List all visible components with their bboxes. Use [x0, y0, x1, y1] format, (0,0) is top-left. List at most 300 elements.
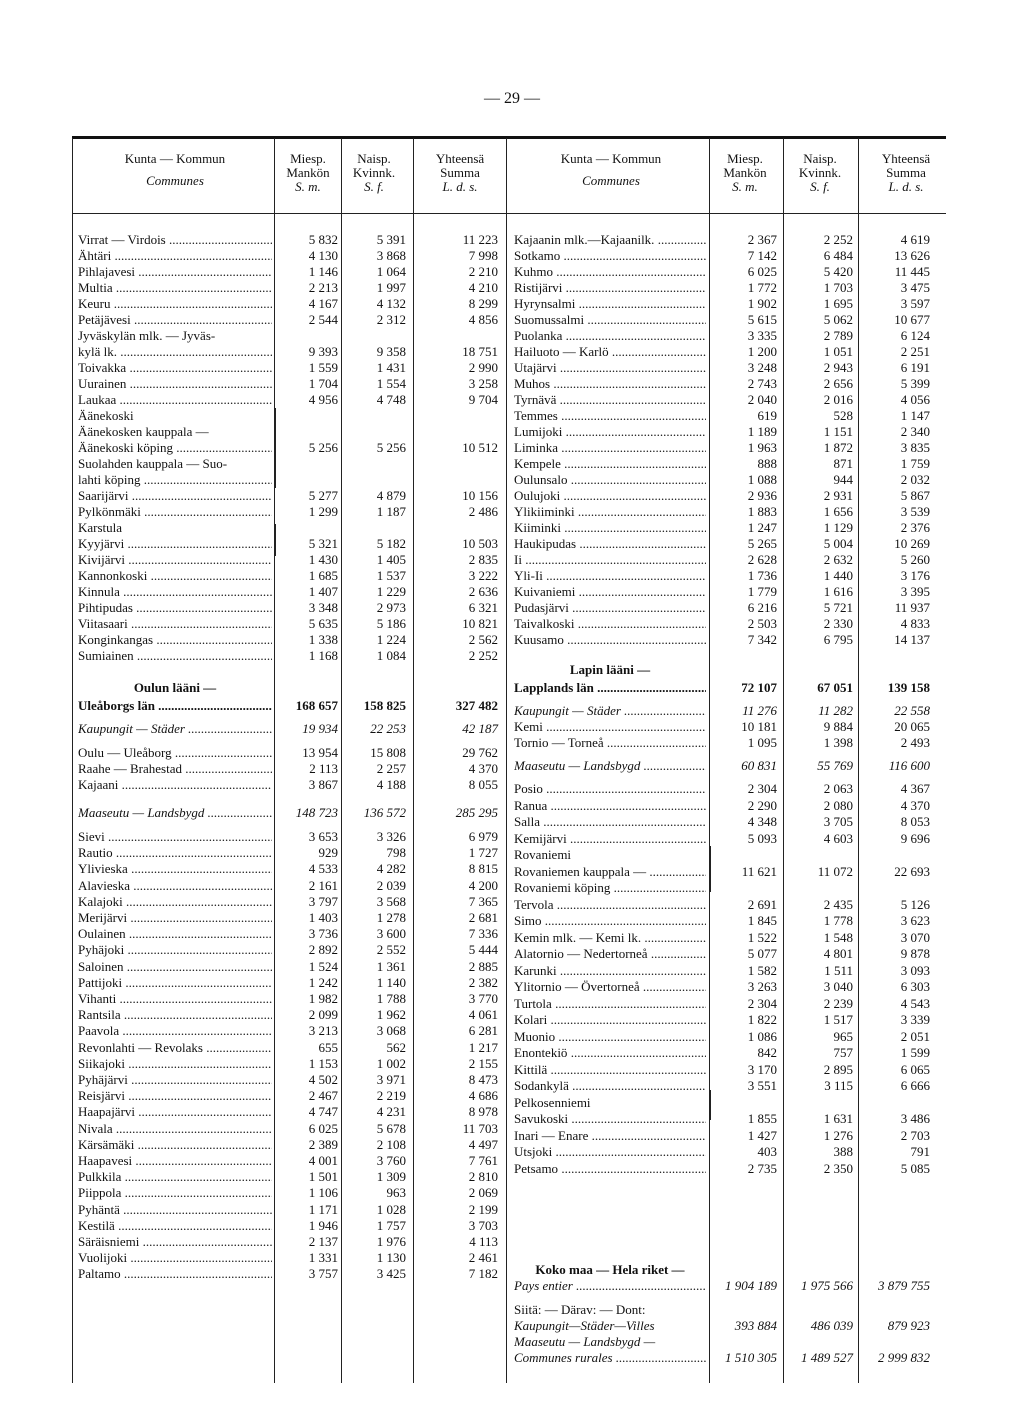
table-row: [0, 552, 1024, 568]
total-value: 4 061: [468, 1007, 498, 1023]
males-value: 1 200: [747, 344, 777, 359]
total-value: 8 473: [468, 1072, 498, 1087]
commune-name: Pattijoki .....: [78, 975, 272, 991]
total-value: 2 251: [900, 344, 930, 359]
males-value: 2 892: [308, 942, 338, 958]
females-value: 3 040: [823, 979, 853, 994]
females-value: 2 063: [823, 781, 853, 796]
commune-name: Yli-Ii .....: [514, 568, 706, 584]
total-value: 327 482: [455, 698, 498, 713]
males-value: 1 407: [308, 584, 338, 599]
table-row: [0, 1278, 1024, 1294]
females-value: 2 931: [823, 488, 853, 503]
females-value: 9 358: [376, 344, 406, 359]
commune-name: Pays entier .....: [514, 1278, 706, 1294]
table-row: [0, 1144, 1024, 1160]
total-value: 1 147: [900, 408, 930, 423]
males-value: 60 831: [741, 758, 777, 773]
commune-name: Rovaniemi: [514, 847, 572, 862]
females-value: 1 695: [823, 296, 853, 311]
table-row: [0, 996, 1024, 1012]
females-value: 1 872: [823, 440, 853, 455]
table-row: [0, 440, 1024, 456]
total-value: 14 137: [894, 632, 930, 647]
males-value: 2 389: [308, 1136, 338, 1152]
total-value: 6 124: [900, 328, 930, 343]
table-row: [0, 472, 1024, 488]
females-value: 5 420: [823, 264, 853, 279]
total-value: 7 182: [468, 1266, 498, 1282]
females-value: 1 229: [376, 584, 406, 599]
males-value: 5 615: [747, 312, 777, 327]
commune-name: Lumijoki .....: [514, 424, 706, 440]
header-miesp-right: Miesp. Mankön S. m.: [723, 151, 767, 194]
table-row: [0, 735, 1024, 751]
commune-name: Pylkönmäki .....: [78, 504, 272, 520]
commune-name: Piippola .....: [78, 1185, 272, 1201]
total-value: 4 367: [900, 781, 930, 796]
females-value: 1 975 566: [801, 1278, 853, 1293]
females-value: 55 769: [817, 758, 853, 773]
total-value: 6 321: [468, 600, 498, 615]
males-value: 2 113: [309, 761, 338, 776]
males-value: 5 093: [747, 830, 777, 846]
males-value: 4 533: [308, 861, 338, 877]
total-value: 6 281: [468, 1023, 498, 1039]
table-row: [0, 963, 1024, 979]
table-row: [0, 648, 1024, 664]
table-row: [0, 1350, 1024, 1366]
commune-name: Sotkamo .....: [514, 248, 706, 264]
males-value: 3 653: [308, 829, 338, 844]
commune-name: Hailuoto — Karlö .....: [514, 344, 706, 360]
total-value: 8 053: [900, 814, 930, 829]
males-value: 888: [757, 456, 777, 471]
females-value: 3 600: [376, 926, 406, 942]
males-value: 1 522: [747, 929, 777, 945]
males-value: 9 393: [308, 344, 338, 359]
total-value: 3 486: [900, 1111, 930, 1126]
total-value: 3 539: [900, 504, 930, 519]
header-yht-right: Yhteensä Summa L. d. s.: [881, 151, 931, 194]
females-value: 136 572: [363, 805, 406, 820]
total-value: 3 258: [468, 376, 498, 391]
commune-name: Oulujoki .....: [514, 488, 706, 504]
commune-name: Uleåborgs län .....: [78, 698, 272, 714]
total-value: 2 990: [468, 360, 498, 375]
total-value: 285 295: [455, 805, 498, 820]
commune-name: Simo .....: [514, 913, 706, 929]
females-value: 1 511: [824, 962, 853, 978]
commune-name: Posio .....: [514, 781, 706, 797]
commune-name: Kemijärvi .....: [514, 831, 706, 847]
females-value: 3 760: [376, 1153, 406, 1168]
females-value: 1 997: [376, 280, 406, 295]
females-value: 2 252: [823, 232, 853, 247]
females-value: 1 778: [823, 913, 853, 928]
males-value: 1 822: [747, 1012, 777, 1027]
total-value: 2 493: [900, 735, 930, 750]
females-value: 1 554: [376, 376, 406, 391]
females-value: 1 084: [376, 648, 406, 663]
males-value: 72 107: [741, 680, 777, 695]
commune-name: Raahe — Brahestad .....: [78, 761, 272, 777]
commune-name: Suomussalmi .....: [514, 312, 706, 328]
total-value: 13 626: [894, 248, 930, 263]
males-value: 2 628: [747, 552, 777, 567]
total-value: 4 833: [900, 616, 930, 631]
females-value: 528: [833, 408, 853, 423]
females-value: 1 616: [823, 584, 853, 599]
females-value: 388: [833, 1144, 853, 1159]
females-value: 11 282: [818, 703, 853, 718]
table-row: [0, 568, 1024, 584]
table-row: [0, 520, 1024, 536]
commune-name: Kestilä .....: [78, 1218, 272, 1234]
total-value: 2 681: [468, 910, 498, 925]
commune-name: Karstula: [78, 520, 123, 535]
commune-name: Kaupungit — Städer .....: [514, 703, 706, 719]
commune-name: Turtola .....: [514, 996, 706, 1012]
commune-name: Ylitornio — Övertorneå .....: [514, 979, 706, 995]
females-value: 1 224: [376, 632, 406, 647]
commune-name: Kaupungit—Städer—Villes: [514, 1318, 655, 1333]
table-row: [0, 232, 1024, 248]
commune-name: Ranua .....: [514, 798, 706, 814]
total-value: 4 619: [900, 232, 930, 247]
total-value: 2 382: [468, 974, 498, 990]
total-value: 9 704: [468, 392, 498, 407]
total-value: 6 979: [468, 829, 498, 844]
males-value: 2 467: [308, 1088, 338, 1104]
commune-name: Paltamo .....: [78, 1266, 272, 1282]
table-row: [0, 781, 1024, 797]
commune-name: Kivijärvi .....: [78, 552, 272, 568]
males-value: 1 242: [308, 974, 338, 990]
commune-name: Tornio — Torneå .....: [514, 735, 706, 751]
commune-name: Uurainen .....: [78, 376, 272, 392]
females-value: 2 350: [823, 1160, 853, 1176]
commune-name: Saarijärvi .....: [78, 488, 272, 504]
total-value: 10 156: [462, 488, 498, 503]
females-value: 3 326: [376, 829, 406, 844]
females-value: 5 678: [376, 1120, 406, 1136]
males-value: 2 099: [308, 1007, 338, 1023]
females-value: 944: [833, 472, 853, 487]
females-value: 2 039: [376, 877, 406, 893]
females-value: 2 219: [376, 1088, 406, 1104]
total-value: 6 065: [900, 1061, 930, 1077]
commune-name: Oulu — Uleåborg .....: [78, 745, 272, 761]
females-value: 5 186: [376, 616, 406, 631]
males-value: 4 502: [308, 1072, 338, 1087]
males-value: 5 635: [308, 616, 338, 631]
females-value: 1 656: [823, 504, 853, 519]
females-value: 1 398: [823, 735, 853, 750]
commune-name: Kyyjärvi .....: [78, 536, 272, 552]
header-rule: [72, 213, 946, 214]
commune-name: Rovaniemi köping .....: [514, 880, 706, 896]
commune-name: Sodankylä .....: [514, 1078, 706, 1094]
commune-name: Multia .....: [78, 280, 272, 296]
females-value: 6 484: [823, 248, 853, 263]
commune-name: Kiiminki .....: [514, 520, 706, 536]
total-value: 7 365: [468, 893, 498, 909]
commune-name: Rantsila .....: [78, 1007, 272, 1023]
page-number: — 29 —: [484, 90, 540, 107]
total-value: 2 636: [468, 584, 498, 599]
males-value: 1 855: [747, 1111, 777, 1126]
total-value: 5 085: [900, 1160, 930, 1176]
females-value: 11 072: [817, 863, 853, 879]
females-value: 2 656: [823, 376, 853, 391]
females-value: 871: [833, 456, 853, 471]
males-value: 1 902: [747, 296, 777, 311]
males-value: 1 427: [747, 1127, 777, 1143]
table-row: [0, 536, 1024, 552]
males-value: 1 153: [308, 1055, 338, 1071]
males-value: 1 524: [308, 958, 338, 974]
total-value: 5 126: [900, 896, 930, 912]
total-value: 879 923: [887, 1318, 930, 1333]
males-value: 1 845: [747, 913, 777, 928]
section-title: Oulun lääni —: [133, 680, 217, 695]
table-row: [0, 979, 1024, 995]
females-value: 1 276: [823, 1127, 853, 1143]
header-naisp-right: Naisp. Kvinnk. S. f.: [798, 151, 842, 194]
commune-name: Petsamo .....: [514, 1161, 706, 1177]
females-value: 2 632: [823, 552, 853, 567]
header-naisp-left: Naisp. Kvinnk. S. f.: [352, 151, 396, 194]
females-value: 2 312: [376, 312, 406, 327]
total-value: 4 856: [468, 312, 498, 327]
males-value: 1 095: [747, 735, 777, 750]
females-value: 4 282: [376, 861, 406, 877]
commune-name: Utajärvi .....: [514, 360, 706, 376]
commune-name: Paavola .....: [78, 1023, 272, 1039]
commune-name: Säräisniemi .....: [78, 1234, 272, 1250]
commune-name: Kuhmo .....: [514, 264, 706, 280]
total-value: 1 599: [900, 1045, 930, 1060]
females-value: 1 151: [823, 424, 853, 439]
males-value: 2 161: [308, 877, 338, 893]
total-value: 2 210: [468, 264, 498, 279]
females-value: 1 187: [376, 504, 406, 519]
total-value: 2 199: [468, 1201, 498, 1217]
commune-name: Rovaniemen kauppala — .....: [514, 864, 706, 880]
females-value: 4 188: [376, 777, 406, 792]
table-row: [0, 392, 1024, 408]
table-row: [0, 1095, 1024, 1111]
total-value: 20 065: [894, 719, 930, 734]
commune-name: Ylivieska .....: [78, 861, 272, 877]
males-value: 6 025: [747, 264, 777, 279]
total-value: 3 770: [468, 991, 498, 1006]
females-value: 1 051: [823, 344, 853, 359]
males-value: 3 867: [308, 777, 338, 792]
females-value: 1 489 527: [801, 1350, 853, 1365]
males-value: 2 040: [747, 392, 777, 407]
commune-name: Temmes .....: [514, 408, 706, 424]
males-value: 4 348: [747, 814, 777, 829]
total-value: 2 810: [468, 1169, 498, 1185]
total-value: 7 336: [468, 926, 498, 942]
commune-name: Kempele .....: [514, 456, 706, 472]
females-value: 3 971: [376, 1072, 406, 1087]
table-row: [0, 864, 1024, 880]
total-value: 11 937: [894, 600, 930, 615]
total-value: 10 821: [462, 616, 498, 631]
total-value: 139 158: [887, 680, 930, 695]
total-value: 4 113: [469, 1234, 498, 1249]
commune-name: Haapajärvi .....: [78, 1104, 272, 1120]
males-value: 1 146: [308, 264, 338, 279]
total-value: 18 751: [462, 344, 498, 359]
females-value: 1 788: [376, 991, 406, 1006]
table-row: [0, 946, 1024, 962]
females-value: 1 976: [376, 1234, 406, 1249]
commune-name: Tyrnävä .....: [514, 392, 706, 408]
females-value: 1 361: [376, 958, 406, 974]
total-value: 22 693: [894, 863, 930, 879]
commune-name: Inari — Enare .....: [514, 1128, 706, 1144]
table-row: [0, 1302, 1024, 1318]
commune-name: Kittilä .....: [514, 1062, 706, 1078]
total-value: 791: [910, 1144, 930, 1159]
females-value: 965: [833, 1028, 853, 1044]
males-value: 1 168: [308, 648, 338, 663]
table-row: [0, 897, 1024, 913]
commune-name: Jyväskylän mlk. — Jyväs-: [78, 328, 216, 343]
commune-name: Haukipudas .....: [514, 536, 706, 552]
commune-name: Kärsämäki .....: [78, 1137, 272, 1153]
table-row: [0, 798, 1024, 814]
commune-name: Suolahden kauppala — Suo-: [78, 456, 228, 471]
commune-name: Ylikiiminki .....: [514, 504, 706, 520]
table-row: [0, 719, 1024, 735]
males-value: 1 883: [747, 504, 777, 519]
commune-name: Kalajoki .....: [78, 894, 272, 910]
males-value: 3 170: [747, 1061, 777, 1077]
table-row: [0, 264, 1024, 280]
commune-name: Maaseutu — Landsbygd —: [514, 1334, 656, 1349]
commune-name: lahti köping .....: [78, 472, 272, 488]
males-value: 4 001: [308, 1153, 338, 1168]
females-value: 1 962: [376, 1007, 406, 1023]
table-row: [0, 360, 1024, 376]
commune-name: Maaseutu — Landsbygd .....: [78, 805, 272, 821]
commune-name: Utsjoki .....: [514, 1144, 706, 1160]
table-row: [0, 376, 1024, 392]
commune-name: Alatornio — Nedertorneå .....: [514, 946, 706, 962]
section-title: Koko maa — Hela riket —: [535, 1262, 685, 1277]
total-value: 3 879 755: [878, 1278, 930, 1293]
commune-name: Alavieska .....: [78, 878, 272, 894]
males-value: 1 501: [308, 1169, 338, 1185]
males-value: 1 704: [308, 376, 338, 391]
females-value: 798: [386, 845, 406, 861]
total-value: 4 370: [468, 761, 498, 776]
commune-name: Ii .....: [514, 552, 706, 568]
table-row: [0, 1318, 1024, 1334]
total-value: 1 727: [468, 845, 498, 861]
total-value: 5 444: [468, 942, 498, 958]
males-value: 655: [318, 1039, 338, 1055]
total-value: 3 703: [468, 1217, 498, 1233]
commune-name: Oulunsalo .....: [514, 472, 706, 488]
females-value: 4 132: [376, 296, 406, 311]
males-value: 11 276: [742, 703, 777, 718]
table-row: [0, 930, 1024, 946]
total-value: 3 176: [900, 568, 930, 583]
commune-name: Petäjävesi .....: [78, 312, 272, 328]
total-value: 8 299: [468, 296, 498, 311]
females-value: 1 028: [376, 1201, 406, 1217]
males-value: 4 747: [308, 1104, 338, 1120]
males-value: 5 277: [308, 488, 338, 503]
header-kunta-right: Kunta — Kommun Communes: [560, 151, 662, 188]
total-value: 6 303: [900, 979, 930, 994]
males-value: 1 299: [308, 504, 338, 519]
females-value: 1 278: [376, 910, 406, 925]
males-value: 403: [757, 1144, 777, 1159]
total-value: 5 260: [900, 552, 930, 567]
table-row: [0, 296, 1024, 312]
females-value: 5 391: [376, 232, 406, 247]
males-value: 1 779: [747, 584, 777, 599]
brace: [706, 1090, 711, 1120]
commune-name: Liminka .....: [514, 440, 706, 456]
males-value: 842: [757, 1045, 777, 1060]
males-value: 11 621: [741, 863, 777, 879]
commune-name: Kinnula .....: [78, 584, 272, 600]
total-value: 2 032: [900, 472, 930, 487]
males-value: 1 582: [747, 962, 777, 978]
females-value: 67 051: [817, 680, 853, 695]
total-value: 3 395: [900, 584, 930, 599]
table-row: [0, 328, 1024, 344]
males-value: 1 946: [308, 1217, 338, 1233]
females-value: 15 808: [370, 745, 406, 760]
males-value: 3 213: [308, 1023, 338, 1039]
table-row: [0, 1334, 1024, 1350]
commune-name: Kajaanin mlk.—Kajaanilk. .....: [514, 232, 706, 248]
males-value: 1 171: [308, 1201, 338, 1217]
table-row: [0, 847, 1024, 863]
commune-name: Muhos .....: [514, 376, 706, 392]
commune-name: Pelkosenniemi: [514, 1094, 591, 1110]
commune-name: Haapavesi .....: [78, 1153, 272, 1169]
commune-name: Savukoski .....: [514, 1111, 706, 1127]
commune-name: Kemin mlk. — Kemi lk. .....: [514, 930, 706, 946]
total-value: 2 252: [468, 648, 498, 663]
males-value: 1 088: [747, 472, 777, 487]
males-value: 10 181: [741, 719, 777, 734]
males-value: 5 832: [308, 232, 338, 247]
commune-name: Karunki .....: [514, 963, 706, 979]
total-value: 4 543: [900, 995, 930, 1011]
males-value: 7 342: [747, 632, 777, 647]
females-value: 1 309: [376, 1169, 406, 1185]
females-value: 1 517: [823, 1012, 853, 1027]
males-value: 3 551: [747, 1078, 777, 1093]
males-value: 3 757: [308, 1266, 338, 1282]
commune-name: Pyhäjoki .....: [78, 942, 272, 958]
table-row: [0, 488, 1024, 504]
males-value: 13 954: [302, 745, 338, 760]
males-value: 4 956: [308, 392, 338, 407]
table-row: [0, 1062, 1024, 1078]
